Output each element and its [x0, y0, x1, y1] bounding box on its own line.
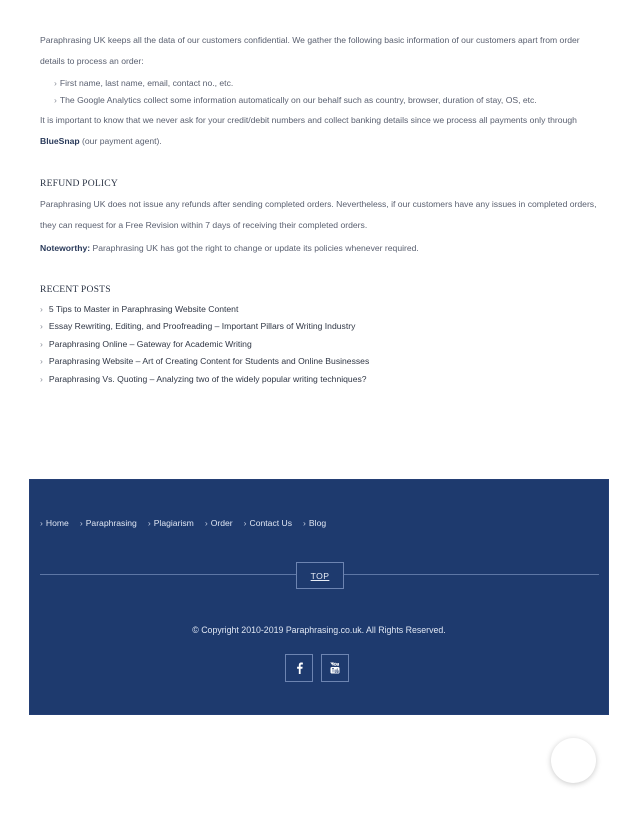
payment-text: It is important to know that we never ask for your credit/debit numbers and collect banking details since we process all payments only through: [40, 115, 577, 125]
footer-nav: [40, 518, 326, 528]
chevron-right-icon: ›: [79, 518, 83, 528]
chevron-right-icon: ›: [40, 518, 43, 528]
privacy-intro: Paraphrasing UK keeps all the data of our customers confidential. We gather the following basic information of our customers apart from order details to process an order:: [40, 35, 580, 66]
refund-text: Paraphrasing UK does not issue any refunds after sending completed orders. Nevertheless, if our customers have any issues in completed orders, they can request for a Free Revision within 7 days of receiving their completed orders.: [40, 199, 597, 230]
list-item: [54, 92, 600, 109]
recent-post-link[interactable]: Essay Rewriting, Editing, and Proofreading – Important Pillars of Writing Industry: [48, 321, 356, 332]
footer-link-home[interactable]: [40, 518, 69, 528]
facebook-button[interactable]: [285, 654, 313, 682]
footer-link-blog[interactable]: [303, 518, 326, 528]
noteworthy: [40, 238, 600, 259]
back-to-top-button[interactable]: TOP: [296, 562, 344, 589]
footer-link-label: Blog: [308, 518, 327, 528]
floating-action-button[interactable]: [551, 738, 596, 783]
footer-link-order[interactable]: [205, 518, 233, 528]
list-item: [54, 75, 600, 92]
chevron-right-icon: ›: [40, 304, 43, 314]
bullet-text: The Google Analytics collect some information automatically on our behalf such as country, browser, duration of stay, OS, etc.: [59, 94, 537, 105]
chevron-right-icon: ›: [40, 321, 43, 332]
chevron-right-icon: ›: [204, 518, 208, 528]
footer-link-label: Paraphrasing: [85, 518, 137, 528]
bullet-text: First name, last name, email, contact no., etc.: [59, 78, 234, 88]
footer-link-label: Home: [45, 518, 69, 528]
social-links: [285, 654, 349, 682]
main-content: [40, 30, 600, 388]
chevron-right-icon: ›: [243, 518, 247, 528]
payment-text-end: (our payment agent).: [79, 136, 162, 146]
recent-post-link[interactable]: 5 Tips to Master in Paraphrasing Website Content: [48, 304, 239, 314]
chevron-right-icon: ›: [40, 338, 43, 349]
recent-post-link[interactable]: Paraphrasing Vs. Quoting – Analyzing two of the widely popular writing techniques?: [48, 373, 367, 384]
chevron-right-icon: ›: [40, 356, 43, 367]
footer-link-label: Order: [210, 518, 233, 528]
footer-link-label: Contact Us: [249, 518, 293, 528]
recent-post-item: [40, 353, 600, 370]
footer-link-paraphrasing[interactable]: [80, 518, 137, 528]
recent-posts-heading: RECENT POSTS: [40, 284, 111, 295]
site-footer: [29, 479, 609, 715]
footer-link-label: Plagiarism: [153, 518, 194, 528]
recent-post-item: [40, 301, 600, 318]
footer-divider: [40, 574, 296, 575]
recent-posts-list: [40, 301, 600, 388]
chevron-right-icon: ›: [147, 518, 151, 528]
payment-agent: BlueSnap: [40, 136, 80, 146]
noteworthy-text: Paraphrasing UK has got the right to change or update its policies whenever required.: [90, 243, 419, 253]
youtube-button[interactable]: [321, 654, 349, 682]
privacy-bullets: [40, 75, 600, 108]
chevron-right-icon: ›: [40, 373, 43, 384]
footer-divider: [344, 574, 599, 575]
chevron-right-icon: ›: [54, 78, 57, 88]
chevron-right-icon: ›: [303, 518, 306, 528]
recent-post-item: [40, 336, 600, 353]
recent-post-item: [40, 318, 600, 335]
refund-policy-heading: REFUND POLICY: [40, 178, 119, 189]
recent-post-link[interactable]: Paraphrasing Website – Art of Creating Content for Students and Online Businesses: [48, 356, 370, 367]
payment-note: [40, 110, 600, 152]
recent-post-link[interactable]: Paraphrasing Online – Gateway for Academic Writing: [48, 338, 252, 349]
chevron-right-icon: ›: [54, 94, 57, 105]
recent-post-item: [40, 371, 600, 388]
facebook-icon: [295, 662, 304, 674]
footer-link-contact[interactable]: [244, 518, 292, 528]
copyright-text: © Copyright 2010-2019 Paraphrasing.co.uk. All Rights Reserved.: [192, 625, 446, 635]
noteworthy-label: Noteworthy:: [40, 243, 91, 253]
youtube-icon: [330, 662, 340, 674]
footer-link-plagiarism[interactable]: [148, 518, 194, 528]
